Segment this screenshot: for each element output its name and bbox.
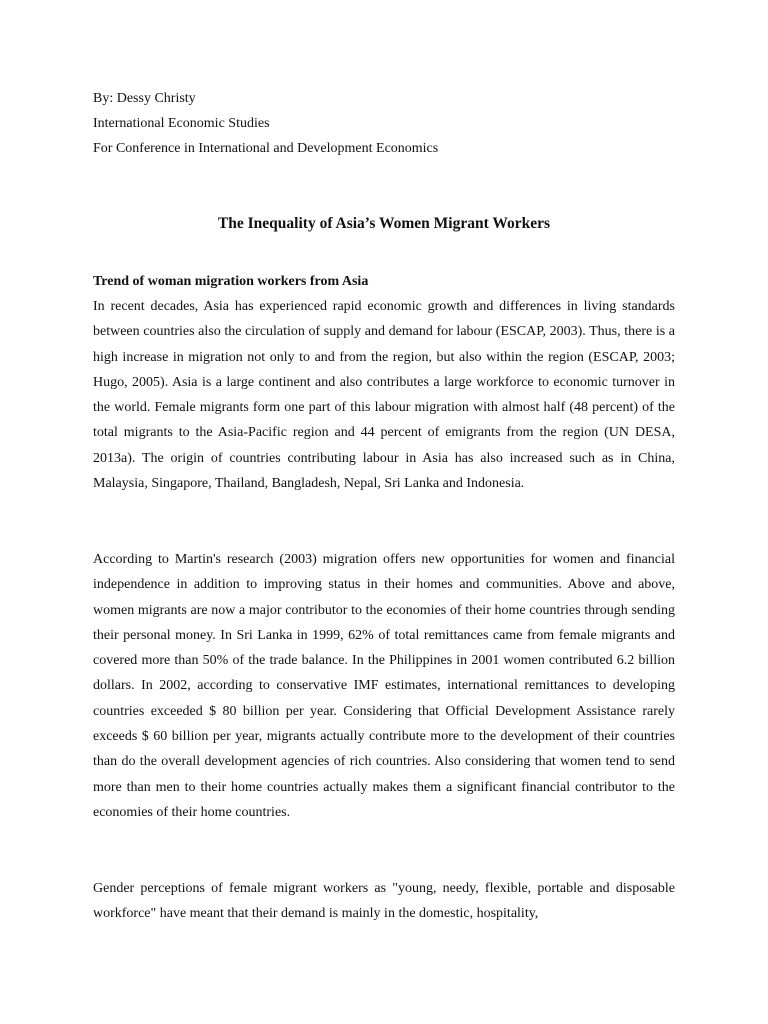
author-conference: For Conference in International and Development Economics [93, 141, 439, 156]
author-by-line: By: Dessy Christy [93, 91, 196, 106]
document-title: The Inequality of Asia’s Women Migrant Workers [217, 215, 551, 232]
author-program: International Economic Studies [93, 116, 270, 131]
author-block [93, 86, 675, 161]
paragraph-3: Gender perceptions of female migrant workers as "young, needy, flexible, portable and disposable workforce" have meant that their demand is mainly in the domestic, hospitality, [93, 881, 675, 922]
section-heading: Trend of woman migration workers from Asia [93, 274, 369, 289]
paragraph-2: According to Martin's research (2003) migration offers new opportunities for women and financial independence in addition to improving status in their homes and communities. Above and above, women migrants are now a major contributor to the economies of their home countries through sending their personal money. In Sri Lanka in 1999, 62% of total remittances came from female migrants and covered more than 50% of the trade balance. In the Philippines in 2001 women contributed 6.2 billion dollars. In 2002, according to conservative IMF estimates, international remittances to developing countries exceeded $ 80 billion per year. Considering that Official Development Assistance rarely exceeds $ 60 billion per year, migrants actually contribute more to the development of their countries than do the overall development agencies of rich countries. Also considering that women tend to send more than men to their home countries actually makes them a significant financial contributor to the economies of their home countries. [93, 552, 675, 820]
document-page [93, 0, 675, 1024]
paragraph-1: In recent decades, Asia has experienced rapid economic growth and differences in living standards between countries also the circulation of supply and demand for labour (ESCAP, 2003). Thus, there is a high increase in migration not only to and from the region, but also within the region (ESCAP, 2003; Hugo, 2005). Asia is a large continent and also contributes a large workforce to economic turnover in the world. Female migrants form one part of this labour migration with almost half (48 percent) of the total migrants to the Asia-Pacific region and 44 percent of emigrants from the region (UN DESA, 2013a). The origin of countries contributing labour in Asia has also increased such as in China, Malaysia, Singapore, Thailand, Bangladesh, Nepal, Sri Lanka and Indonesia. [93, 299, 675, 492]
